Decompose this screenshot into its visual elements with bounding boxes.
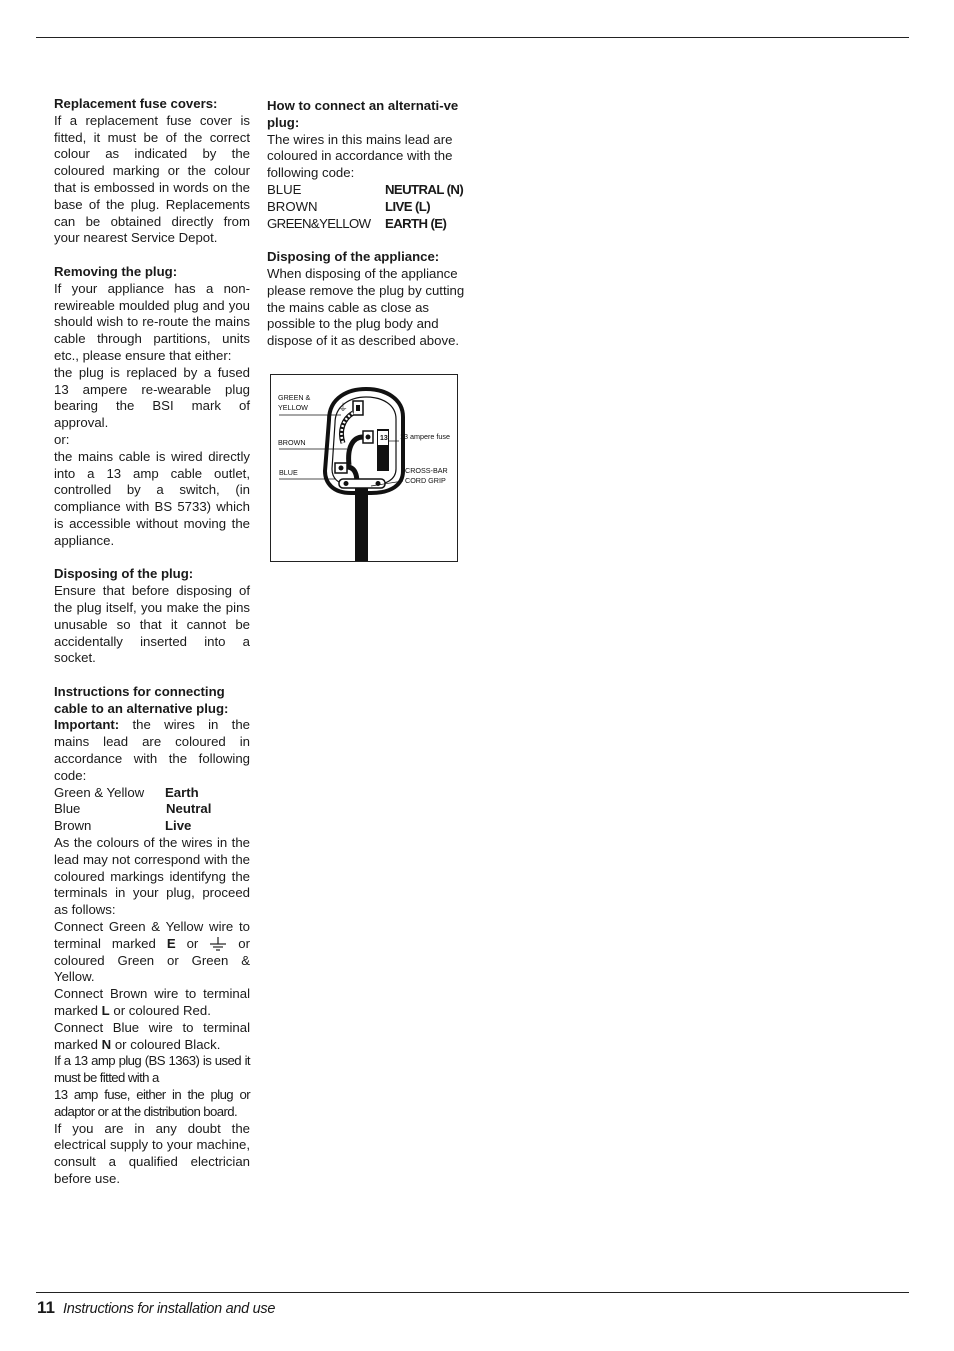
text-colours-note: As the colours of the wires in the lead may not correspond with the coloured markings identifyng the terminals in your plug, proceed as follows: xyxy=(54,835,250,918)
text-removing-plug-2: the plug is replaced by a fused 13 ampere re-wearable plug bearing the BSI mark of approval. xyxy=(54,364,250,431)
fuse-rating-mark: 13 xyxy=(380,435,388,442)
section-disposing-plug xyxy=(54,566,250,667)
code-wire: BROWN xyxy=(267,198,318,214)
bottom-rule xyxy=(36,1292,909,1293)
text-fuse-covers: If a replacement fuse cover is fitted, it must be of the correct colour as indicated by the coloured marking or the colour that is embossed in words on the base of the plug. Replacements can be obtained directly from your nearest Service Depot. xyxy=(54,112,250,246)
earth-text-a: Connect Green & Yellow wire to terminal marked xyxy=(54,919,250,951)
brown-wire xyxy=(349,437,363,465)
heading-disposing-appliance: Disposing of the appliance: xyxy=(267,249,440,265)
code-terminal: NEUTRAL (N) xyxy=(385,181,464,197)
live-text-b: or coloured Red. xyxy=(109,1003,211,1019)
label-green-yellow-2: YELLOW xyxy=(278,403,308,412)
label-brown: BROWN xyxy=(278,438,306,447)
section-removing-plug xyxy=(54,264,250,550)
live-text-a: Connect Brown wire to terminal marked xyxy=(54,986,250,1019)
earth-or: or xyxy=(175,935,210,951)
label-crossbar-1: CROSS-BAR xyxy=(405,466,448,475)
heading-removing-plug: Removing the plug: xyxy=(54,263,178,279)
text-doubt: If you are in any doubt the electrical supply to your machine, consult a qualified electrician before use. xyxy=(54,1120,250,1186)
important-label: Important: xyxy=(54,717,120,733)
text-removing-plug-3: the mains cable is wired directly into a 13 amp cable outlet, controlled by a switch, (in compliance with BS 5733) which is accessible without moving the appliance. xyxy=(54,448,250,548)
code-row-neutral xyxy=(54,801,250,818)
heading-disposing-plug: Disposing of the plug: xyxy=(54,566,194,582)
plug-diagram-drawing xyxy=(271,375,457,561)
code-row-earth xyxy=(54,785,250,802)
text-disposing-appliance: When disposing of the appliance please remove the plug by cutting the mains cable as close as possible to the plug body and dispose of it as described above. xyxy=(267,265,465,349)
text-connect-live xyxy=(54,986,250,1020)
neutral-letter: N xyxy=(101,1036,112,1052)
earth-text-b: or coloured Green or Green & Yellow. xyxy=(54,935,250,985)
top-rule xyxy=(36,37,909,38)
text-alt-plug: The wires in this mains lead are coloured in accordance with the following code: xyxy=(267,131,453,181)
code-row-live xyxy=(54,818,250,835)
text-connect-neutral xyxy=(54,1020,250,1054)
column-right xyxy=(267,98,465,367)
code-row-green-yellow xyxy=(267,216,465,233)
live-letter: L xyxy=(101,1003,110,1019)
code-wire: Blue xyxy=(54,801,81,817)
code-wire: Brown xyxy=(54,818,92,834)
code-wire: BLUE xyxy=(267,181,302,197)
code-terminal: EARTH (E) xyxy=(385,215,447,231)
plug-wiring-diagram xyxy=(270,374,458,562)
footer-title: Instructions for installation and use xyxy=(62,1301,276,1317)
code-row-blue xyxy=(267,182,465,199)
label-fuse: 13 ampere fuse xyxy=(400,432,450,441)
code-terminal: Live xyxy=(165,818,192,834)
section-fuse-covers xyxy=(54,96,250,247)
page-footer xyxy=(37,1298,275,1318)
section-alt-plug xyxy=(267,98,465,232)
code-wire: Green & Yellow xyxy=(54,784,145,800)
label-green-yellow-1: GREEN & xyxy=(278,393,311,402)
column-left xyxy=(54,96,250,1205)
code-terminal: Neutral xyxy=(166,801,212,817)
label-crossbar-2: CORD GRIP xyxy=(405,476,446,485)
code-wire: GREEN&YELLOW xyxy=(267,215,371,231)
text-important xyxy=(54,717,250,784)
neutral-text-b: or coloured Black. xyxy=(111,1036,221,1052)
section-disposing-appliance xyxy=(267,249,465,350)
heading-alt-plug: How to connect an alternati-ve plug: xyxy=(267,98,459,130)
cord-grip-screw-left xyxy=(344,481,349,486)
important-text: the wires in the mains lead are coloured in accordance with the following code: xyxy=(54,717,250,783)
earth-screw xyxy=(356,405,360,411)
mains-cable xyxy=(355,485,368,561)
live-screw xyxy=(366,435,371,440)
text-13amp-fuse: 13 amp fuse, either in the plug or adaptor or at the distribution board. xyxy=(54,1087,250,1119)
heading-connecting: Instructions for connecting cable to an alternative plug: xyxy=(54,683,229,716)
code-terminal: Earth xyxy=(165,784,199,800)
earth-symbol-mark: ⏚ xyxy=(338,403,348,414)
neutral-text-a: Connect Blue wire to terminal marked xyxy=(54,1019,250,1052)
earth-wire xyxy=(341,413,353,443)
heading-fuse-covers: Replacement fuse covers: xyxy=(54,96,218,111)
earth-letter: E xyxy=(166,935,176,951)
earth-symbol-icon xyxy=(209,937,227,951)
code-terminal: LIVE (L) xyxy=(385,198,431,214)
neutral-screw xyxy=(339,466,344,471)
label-blue: BLUE xyxy=(279,468,298,477)
text-connect-earth xyxy=(54,919,250,986)
text-13amp-plug: If a 13 amp plug (BS 1363) is used it must be fitted with a xyxy=(54,1053,250,1086)
page-number: 11 xyxy=(37,1298,55,1317)
code-row-brown xyxy=(267,199,465,216)
text-removing-plug-1: If your appliance has a non-rewireable moulded plug and you should wish to re-route the mains cable through partitions, units etc., please ensure that either: xyxy=(54,280,250,363)
text-disposing-plug: Ensure that before disposing of the plug itself, you make the pins unusable so that it cannot be accidentally inserted into a socket. xyxy=(54,583,250,666)
section-connecting xyxy=(54,684,250,1188)
text-removing-plug-or: or: xyxy=(54,431,70,447)
